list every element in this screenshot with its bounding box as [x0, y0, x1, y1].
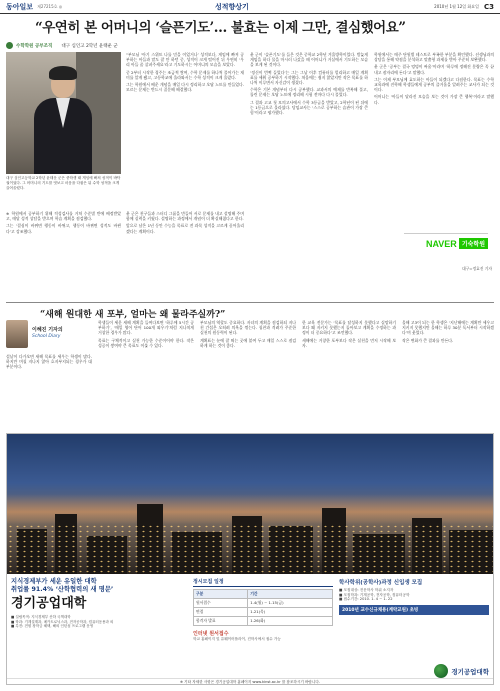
column-text-4: [302, 320, 396, 428]
ad-info-panel: [7, 574, 493, 684]
table-header-cell: 구분: [194, 590, 248, 599]
college-logo-text: 경기공업대학: [451, 667, 489, 676]
table-row: [194, 599, 333, 608]
byline-name: 대구 심인고 2학년 윤태운 군: [61, 43, 118, 49]
paragraph: 어머니는 ‘아들이 달라진 모습을 보는 것이 가장 큰 행복’이라고 말했다.: [374, 94, 494, 105]
paragraph: 목표는 구체적이고 실천 가능한 수준이어야 한다. 작은 성공이 쌓여야 큰 목표도 이룰 수 있다.: [98, 337, 194, 348]
paragraph: 계획표는 눈에 잘 띄는 곳에 붙여 두고 매일 스스로 점검하게 하는 것이 좋다.: [200, 337, 296, 348]
ad-right-block: [339, 578, 489, 680]
paragraph: 학원에서는 매주 단원별 테스트로 부족한 부분을 확인했다. 선생님과의 상담을 통해 약점을 분석하고 맞춤형 과제를 받아 꾸준히 보완했다.: [374, 52, 494, 63]
photo-caption: 대구 심인고등학교 2학년 윤태운 군은 중학생 때 게임에 빠져 성적이 바닥권이었다. 그 어머니의 기도를 엿보고 마음을 다잡은 뒤 수학 성적을 크게 끌어올렸다.: [6, 176, 121, 190]
program-line: ■ 접수기간: 2010. 1. 4 ~ 1. 22: [339, 597, 393, 602]
table-row: [194, 590, 333, 599]
program-line: ■ 모집학과: 기계공학, 전자공학, 컴퓨터공학: [339, 592, 410, 597]
column-text-5: [402, 320, 494, 428]
table-cell: 원서접수: [194, 599, 248, 608]
feature-article: [6, 41, 494, 299]
bachelor-program-title: 학사학위(공학사)과정 신입생 모집: [339, 580, 423, 586]
student-photo: [6, 52, 121, 174]
paragraph: 그는 ‘결심이 바뀌면 행동이 바뀌고, 행동이 바뀌면 성적도 바뀐다’고 강조했다.: [6, 223, 121, 234]
paragraph: 앞으로 남은 1년 동안 수능을 목표로 전 과목 성적을 고르게 끌어올리겠다는 계획이다.: [126, 223, 244, 234]
table-cell: 합격자 발표: [194, 617, 248, 626]
paragraph: 부모님의 역할도 중요하다. 자녀의 계획을 점검하되 지나친 간섭은 오히려 의욕을 꺾는다. 칭찬과 격려가 꾸준한 실천의 원동력이 된다.: [200, 320, 296, 336]
table-row: [194, 617, 333, 626]
paragraph: 그 결과 고교 첫 모의고사에서 수학 3등급을 받았고, 2학년이 된 뒤에는 1등급으로 올라섰다. 담임교사는 ‘스스로 공부하는 습관이 가장 큰 힘’이라고 평가했다.: [250, 99, 368, 116]
program-line: ■ 모집대상: 전문학사 학위 소지자: [339, 588, 394, 592]
column-text-1: [6, 354, 92, 428]
article-column-1-lower: [6, 211, 121, 299]
ad-footer-note: ※ 기타 자세한 사항은 경기공업대학 홈페이지 www.kinst.ac.kr 를 참조하시기 바랍니다.: [7, 678, 493, 685]
faculty-recruit-banner: 2010년 교수신규채용(계약교원) 초빙: [339, 605, 489, 615]
ad-left-block: [11, 578, 187, 680]
paragraph: “부모님 ‘아기 스위트 나를 믿을 이었거나’ 성적보다, 게임에 빠져 공부하는 아들과 말도 잘 안 하던 중, 성적이 크게 떨어진 뒤 우연히 ‘우리 아들 좀 살펴주세요’라고 기도하시는 어머니의 모습을 보았다.: [126, 52, 244, 68]
online-application-label: 인터넷 원서접수: [193, 631, 229, 637]
article-column-2-lower: [126, 211, 244, 299]
paragraph: 그는 이제 부모님께 효도하는 아들이 되겠다고 다짐한다. 목표는 수학교육과에 진학해 학생들에게 공부의 즐거움을 알려주는 교사가 되는 것이다.: [374, 76, 494, 93]
ad-night-city-photo: [7, 434, 493, 574]
header-right: [434, 3, 494, 11]
ad-school-name: 경기공업대학: [11, 596, 87, 611]
edition-number: 제27215호 ◎: [37, 3, 63, 9]
author-box: [6, 320, 92, 352]
byline: [6, 41, 176, 50]
paragraph: 올해 고3이 되는 한 학생은 ‘지난해에는 계획만 세우고 지키지 못했지만 올해는 하루 30분 독서부터 시작하겠다’며 웃었다.: [402, 320, 494, 336]
main-headline: “우연히 본 어머니의 ‘슬픈기도’… 불효는 이제 그만, 결심했어요”: [35, 20, 406, 36]
issue-date: 2010년 1월 12일 화요일: [434, 4, 479, 9]
table-cell: 1.4(월) ~ 1.15(금): [248, 599, 333, 608]
schedule-table: [193, 589, 333, 626]
paragraph: ※ 학원에서 공부하기 위해 적성검사를 거쳐 수준별 반에 배정받았고, 매달 성적 상담을 받으며 학습 계획을 점검했다.: [6, 211, 121, 222]
ad-tagline-2: 취업률 91.4% ‘산학협력의 새 명문’: [11, 586, 114, 593]
table-row: [194, 608, 333, 617]
college-advertisement: [6, 433, 494, 685]
author-name: 이혜진 기자의: [32, 327, 63, 333]
academy-logo-icon: [6, 42, 13, 49]
online-application-note: 학교 홈페이지 및 유웨이어플라이, 진학사에서 접수 가능: [193, 637, 281, 641]
paragraph: 설날이 다가오면 새해 목표를 세우는 학생이 많다. 하지만 며칠 지나지 않아 흐지부지되는 경우가 대부분이다.: [6, 354, 92, 370]
section-divider: [6, 302, 494, 303]
column-text-3: [200, 320, 296, 428]
masthead: 동아일보: [6, 1, 34, 11]
table-header-cell: 기간: [248, 590, 333, 599]
section-title: 성적향상기: [215, 3, 249, 11]
naver-badge: 기숙학원: [459, 238, 488, 249]
paragraph: 그는 학원에서 배운 개념을 매일 다시 정리하고 오답 노트를 만들었다. 모르는 문제는 반드시 질문해 해결했다.: [126, 82, 244, 93]
table-cell: 1.21(목): [248, 608, 333, 617]
paragraph: 윤 군이 ‘슬픈기도’를 들은 것은 중학교 2학년 겨울방학이었다. 밤늦게 게임을 하다 물을 마시러 나갔을 때 어머니가 거실에서 기도하는 모습을 보게 된 것이다.: [250, 52, 368, 68]
newspaper-header: [0, 0, 500, 14]
paragraph: 중 2부터 시작한 경주는 조금씩 쌓여, 수학 문제를 하나씩 풀어가는 재미를 알게 됐고, 고등학교에 올라와서는 수학 성적이 크게 올랐다.: [126, 69, 244, 80]
table-cell: 면접: [194, 608, 248, 617]
table-cell: 1.26(화): [248, 617, 333, 626]
ad-info-line: ■ 설립목적: 지식경제부 산하 국책대학: [11, 615, 71, 619]
column-tag: School Diary: [32, 334, 61, 339]
ad-info-line: ■ 특전: 전원 장학금 혜택, 해외 인턴십 프로그램 운영: [11, 624, 94, 629]
article-column-2: [250, 52, 368, 298]
college-emblem-icon: [434, 664, 448, 678]
ad-tagline-1: 지식경제부가 세운 유일한 대학: [11, 578, 97, 585]
paragraph: 윤 군은 친구들과 스터디 그룹을 만들어 서로 문제를 내고 설명해 주며 함께 실력을 키웠다. 설명하는 과정에서 개념이 더 확실해졌다고 한다.: [126, 211, 244, 222]
school-diary-column: [6, 320, 494, 430]
author-photo: [6, 320, 28, 348]
paragraph: 작은 변화가 큰 결과를 만든다.: [402, 337, 454, 343]
paragraph: 윤 군은 ‘공부는 결국 엉덩이 싸움’이라며 ‘하루에 정해진 분량은 꼭 끝내고 잠자리에 든다’고 말했다.: [374, 64, 494, 75]
page-number: C3: [483, 3, 494, 11]
column-text-2: [98, 320, 194, 428]
naver-sponsor: [404, 233, 488, 251]
paragraph: 한 교육 전문가는 ‘목표를 달성하지 못했다고 실망하기보다 왜 지키지 못했는지 돌아보고 계획을 수정하는 과정이 더 중요하다’고 조언했다.: [302, 320, 396, 336]
reporter-signature: 대구=정효진 기자: [461, 266, 492, 271]
schedule-title: 정시모집 일정: [193, 578, 333, 587]
ad-info-list: [11, 615, 187, 629]
paragraph: 학생들이 세운 새해 계획을 들여다보면 ‘하루에 5시간 공부하기’, ‘매일 영어 단어 100개 외우기’처럼 지나치게 거창한 경우가 많다.: [98, 320, 194, 336]
naver-logo: NAVER: [425, 238, 457, 249]
ad-schedule-block: [193, 578, 333, 680]
ad-info-line: ■ 학과: 기계설계과, 메카트로닉스과, 전자공학과, 컴퓨터응용과 외: [11, 619, 114, 624]
paragraph: 수학은 기본 개념부터 다시 공부했다. 교과서의 예제를 반복해 풀고, 틀린 문제는 오답 노트에 정리해 시험 전마다 다시 풀었다.: [250, 87, 368, 98]
paragraph: ‘정신이 번쩍 들었다’는 그는 그날 이후 컴퓨터를 멀리하고 매일 계획표를 세워 공부하기 시작했다. 처음에는 쉽지 않았지만 작은 목표를 하나씩 이루면서 자신감이 생겼다.: [250, 69, 368, 86]
byline-tag: 수학학원 공부조직: [16, 43, 53, 49]
column-headline: “새해 원대한 새 포부, 얼마는 왜 물라주실까?”: [40, 310, 226, 320]
paragraph: 새해에는 거창한 포부보다 작은 실천을 먼저 시작해 보자.: [302, 337, 396, 348]
